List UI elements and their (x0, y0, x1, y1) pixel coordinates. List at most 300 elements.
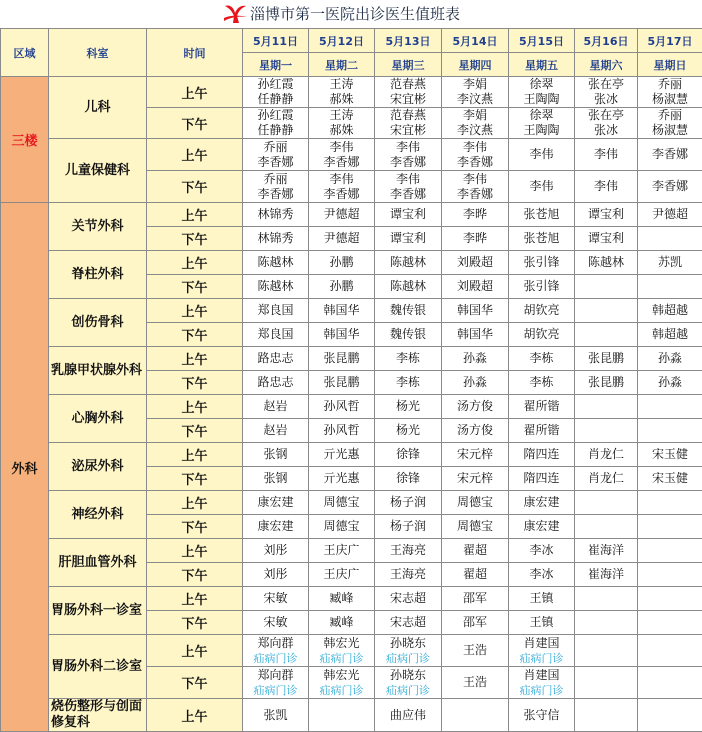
doctor-name: 宋志超 (375, 591, 441, 606)
duty-cell (375, 299, 442, 323)
header-date: 5月12日 (309, 29, 375, 53)
clinic-note: 疝病门诊 (375, 683, 441, 698)
header-time: 时间 (147, 29, 243, 77)
duty-cell (309, 587, 375, 611)
header-weekday: 星期四 (442, 53, 509, 77)
duty-cell (575, 203, 638, 227)
duty-cell (638, 563, 702, 587)
schedule-row (1, 395, 702, 419)
duty-cell (309, 108, 375, 139)
header-weekday: 星期三 (375, 53, 442, 77)
duty-cell (509, 611, 575, 635)
doctor-name: 李伟 (309, 140, 374, 155)
duty-cell (309, 491, 375, 515)
doctor-name: 张在亭 (575, 77, 637, 92)
duty-cell (638, 491, 702, 515)
duty-cell (442, 563, 509, 587)
duty-cell (309, 667, 375, 699)
duty-cell (375, 667, 442, 699)
duty-cell (638, 139, 702, 171)
duty-cell (575, 467, 638, 491)
schedule-row (1, 299, 702, 323)
doctor-name: 李娟 (442, 77, 508, 92)
time-slot: 上午 (147, 77, 243, 108)
duty-cell (309, 171, 375, 203)
doctor-name: 李娟 (442, 108, 508, 123)
doctor-name: 郑向群 (243, 636, 308, 651)
doctor-name: 张昆鹏 (575, 375, 637, 390)
doctor-name: 宋敏 (243, 591, 308, 606)
department-name: 创伤骨科 (49, 299, 147, 347)
doctor-name: 路忠志 (243, 375, 308, 390)
duty-cell (375, 611, 442, 635)
doctor-name: 隋四连 (509, 471, 574, 486)
time-slot: 下午 (147, 467, 243, 491)
duty-cell (509, 699, 575, 732)
doctor-name: 臧峰 (309, 615, 374, 630)
duty-cell (442, 667, 509, 699)
doctor-name: 李汶燕 (442, 123, 508, 138)
duty-cell (243, 491, 309, 515)
duty-cell (575, 299, 638, 323)
duty-cell (375, 108, 442, 139)
doctor-name: 徐锋 (375, 471, 441, 486)
department-name: 胃肠外科一诊室 (49, 587, 147, 635)
duty-cell (375, 139, 442, 171)
header-weekday: 星期六 (575, 53, 638, 77)
department-name: 关节外科 (49, 203, 147, 251)
department-name: 泌尿外科 (49, 443, 147, 491)
duty-cell (442, 139, 509, 171)
duty-cell (442, 611, 509, 635)
duty-cell (309, 251, 375, 275)
doctor-name: 张凯 (243, 708, 308, 723)
duty-cell (638, 347, 702, 371)
duty-cell (442, 587, 509, 611)
duty-cell (375, 491, 442, 515)
doctor-name: 刘彤 (243, 543, 308, 558)
doctor-name: 王涛 (309, 77, 374, 92)
duty-cell (442, 299, 509, 323)
duty-cell (442, 203, 509, 227)
duty-cell (509, 515, 575, 539)
doctor-name: 张钢 (243, 471, 308, 486)
time-slot: 上午 (147, 443, 243, 467)
doctor-name: 肖龙仁 (575, 471, 637, 486)
doctor-name: 王浩 (442, 675, 508, 690)
doctor-name: 谭宝利 (575, 207, 637, 222)
duty-cell (375, 699, 442, 732)
duty-cell (638, 171, 702, 203)
clinic-note: 疝病门诊 (243, 683, 308, 698)
duty-cell (442, 347, 509, 371)
duty-cell (442, 443, 509, 467)
doctor-name: 孙鹏 (309, 279, 374, 294)
doctor-name: 林锦秀 (243, 231, 308, 246)
duty-cell (442, 699, 509, 732)
doctor-name: 赵岩 (243, 423, 308, 438)
doctor-name: 王庆广 (309, 543, 374, 558)
time-slot: 下午 (147, 611, 243, 635)
clinic-note: 疝病门诊 (243, 651, 308, 666)
doctor-name: 孙风哲 (309, 423, 374, 438)
duty-cell (509, 251, 575, 275)
time-slot: 下午 (147, 275, 243, 299)
duty-cell (309, 515, 375, 539)
duty-cell (375, 251, 442, 275)
header-weekday: 星期五 (509, 53, 575, 77)
duty-cell (375, 515, 442, 539)
doctor-name: 孙风哲 (309, 399, 374, 414)
duty-cell (575, 667, 638, 699)
duty-cell (442, 515, 509, 539)
doctor-name: 汤方俊 (442, 423, 508, 438)
department-name: 烧伤整形与创面修复科 (49, 699, 147, 732)
header-weekday: 星期二 (309, 53, 375, 77)
duty-cell (638, 443, 702, 467)
doctor-name: 周德宝 (309, 495, 374, 510)
doctor-name: 韩超越 (638, 327, 702, 342)
duty-cell (375, 443, 442, 467)
doctor-name: 尹德超 (309, 231, 374, 246)
doctor-name: 王海亮 (375, 567, 441, 582)
doctor-name: 宋志超 (375, 615, 441, 630)
duty-cell (309, 539, 375, 563)
header-date: 5月14日 (442, 29, 509, 53)
doctor-name: 林锦秀 (243, 207, 308, 222)
doctor-name: 乔丽 (638, 77, 702, 92)
doctor-name: 李香娜 (375, 187, 441, 202)
time-slot: 下午 (147, 515, 243, 539)
doctor-name: 谭宝利 (375, 207, 441, 222)
duty-cell (575, 139, 638, 171)
duty-cell (575, 699, 638, 732)
doctor-name: 李栋 (509, 375, 574, 390)
duty-cell (638, 323, 702, 347)
doctor-name: 康宏建 (243, 495, 308, 510)
doctor-name: 李伟 (509, 179, 574, 194)
doctor-name: 张昆鹏 (309, 375, 374, 390)
duty-cell (309, 395, 375, 419)
schedule-row (1, 699, 702, 732)
doctor-name: 路忠志 (243, 351, 308, 366)
duty-cell (375, 203, 442, 227)
duty-cell (243, 611, 309, 635)
duty-cell (243, 77, 309, 108)
doctor-name: 魏传银 (375, 303, 441, 318)
doctor-name: 张引锋 (509, 255, 574, 270)
doctor-name: 李香娜 (638, 147, 702, 162)
duty-cell (638, 299, 702, 323)
doctor-name: 王涛 (309, 108, 374, 123)
duty-cell (243, 539, 309, 563)
duty-cell (442, 251, 509, 275)
time-slot: 下午 (147, 371, 243, 395)
duty-cell (375, 323, 442, 347)
duty-cell (509, 139, 575, 171)
duty-cell (309, 323, 375, 347)
time-slot: 下午 (147, 419, 243, 443)
department-name: 心胸外科 (49, 395, 147, 443)
duty-cell (243, 251, 309, 275)
doctor-name: 魏传银 (375, 327, 441, 342)
doctor-name: 张在亭 (575, 108, 637, 123)
doctor-name: 李伟 (442, 172, 508, 187)
duty-cell (575, 419, 638, 443)
duty-cell (243, 203, 309, 227)
schedule-row (1, 587, 702, 611)
schedule-row (1, 539, 702, 563)
schedule-row (1, 491, 702, 515)
doctor-name: 李伟 (575, 147, 637, 162)
duty-cell (575, 251, 638, 275)
department-name: 胃肠外科二诊室 (49, 635, 147, 699)
doctor-name: 杨光 (375, 399, 441, 414)
duty-cell (638, 419, 702, 443)
doctor-name: 李伟 (309, 172, 374, 187)
duty-cell (243, 275, 309, 299)
doctor-name: 任静静 (243, 123, 308, 138)
doctor-name: 李香娜 (243, 155, 308, 170)
duty-cell (243, 139, 309, 171)
doctor-name: 郝姝 (309, 123, 374, 138)
time-slot: 下午 (147, 323, 243, 347)
duty-cell (575, 108, 638, 139)
duty-cell (243, 699, 309, 732)
duty-cell (442, 227, 509, 251)
duty-cell (509, 467, 575, 491)
doctor-name: 李香娜 (309, 155, 374, 170)
duty-cell (575, 563, 638, 587)
doctor-name: 周德宝 (442, 519, 508, 534)
duty-cell (509, 171, 575, 203)
time-slot: 上午 (147, 203, 243, 227)
header-weekday: 星期一 (243, 53, 309, 77)
doctor-name: 李栋 (375, 351, 441, 366)
duty-cell (575, 611, 638, 635)
duty-cell (509, 108, 575, 139)
header-dept: 科室 (49, 29, 147, 77)
doctor-name: 孙淼 (442, 351, 508, 366)
doctor-name: 范春燕 (375, 77, 441, 92)
duty-cell (575, 515, 638, 539)
page-title: 淄博市第一医院出诊医生值班表 (250, 3, 460, 24)
doctor-name: 宋宜彬 (375, 123, 441, 138)
schedule-row (1, 635, 702, 667)
duty-cell (509, 227, 575, 251)
doctor-name: 韩宏光 (309, 668, 374, 683)
doctor-name: 郝姝 (309, 92, 374, 107)
doctor-name: 翟超 (442, 567, 508, 582)
schedule-row (1, 139, 702, 171)
duty-cell (442, 395, 509, 419)
doctor-name: 宋敏 (243, 615, 308, 630)
time-slot: 上午 (147, 139, 243, 171)
doctor-name: 翟所锴 (509, 399, 574, 414)
doctor-name: 郑向群 (243, 668, 308, 683)
duty-cell (575, 443, 638, 467)
doctor-name: 范春燕 (375, 108, 441, 123)
doctor-name: 汤方俊 (442, 399, 508, 414)
doctor-name: 郑良国 (243, 327, 308, 342)
doctor-name: 孙红霞 (243, 108, 308, 123)
duty-cell (575, 347, 638, 371)
doctor-name: 翟所锴 (509, 423, 574, 438)
doctor-name: 刘殿超 (442, 255, 508, 270)
duty-cell (309, 635, 375, 667)
duty-cell (375, 347, 442, 371)
doctor-name: 康宏建 (509, 495, 574, 510)
duty-cell (638, 587, 702, 611)
doctor-name: 谭宝利 (575, 231, 637, 246)
time-slot: 上午 (147, 699, 243, 732)
header-date: 5月13日 (375, 29, 442, 53)
duty-cell (509, 491, 575, 515)
time-slot: 上午 (147, 587, 243, 611)
doctor-name: 韩国华 (442, 303, 508, 318)
doctor-name: 张苍旭 (509, 207, 574, 222)
hospital-logo-icon (222, 2, 248, 26)
duty-cell (509, 587, 575, 611)
duty-cell (243, 227, 309, 251)
doctor-name: 宋元梓 (442, 471, 508, 486)
duty-cell (638, 699, 702, 732)
duty-cell (638, 227, 702, 251)
doctor-name: 宋玉健 (638, 471, 702, 486)
doctor-name: 王镇 (509, 591, 574, 606)
duty-cell (442, 108, 509, 139)
duty-cell (243, 395, 309, 419)
doctor-name: 邵军 (442, 615, 508, 630)
duty-cell (509, 539, 575, 563)
doctor-name: 徐锋 (375, 447, 441, 462)
doctor-name: 胡钦亮 (509, 303, 574, 318)
doctor-name: 苏凯 (638, 255, 702, 270)
time-slot: 上午 (147, 299, 243, 323)
doctor-name: 张守信 (509, 708, 574, 723)
doctor-name: 张昆鹏 (309, 351, 374, 366)
doctor-name: 韩国华 (309, 327, 374, 342)
doctor-name: 肖龙仁 (575, 447, 637, 462)
header-date: 5月15日 (509, 29, 575, 53)
doctor-name: 臧峰 (309, 591, 374, 606)
doctor-name: 张冰 (575, 92, 637, 107)
duty-cell (309, 227, 375, 251)
doctor-name: 赵岩 (243, 399, 308, 414)
doctor-name: 王海亮 (375, 543, 441, 558)
duty-cell (243, 467, 309, 491)
duty-cell (575, 171, 638, 203)
duty-cell (243, 299, 309, 323)
duty-cell (375, 275, 442, 299)
duty-cell (638, 611, 702, 635)
time-slot: 上午 (147, 395, 243, 419)
doctor-name: 李伟 (375, 172, 441, 187)
duty-cell (638, 108, 702, 139)
doctor-name: 周德宝 (309, 519, 374, 534)
doctor-name: 韩国华 (309, 303, 374, 318)
doctor-name: 李伟 (442, 140, 508, 155)
doctor-name: 崔海洋 (575, 567, 637, 582)
doctor-name: 韩超越 (638, 303, 702, 318)
duty-cell (575, 491, 638, 515)
duty-cell (509, 323, 575, 347)
duty-cell (442, 371, 509, 395)
doctor-name: 韩宏光 (309, 636, 374, 651)
doctor-name: 李伟 (375, 140, 441, 155)
doctor-name: 张苍旭 (509, 231, 574, 246)
doctor-name: 肖建国 (509, 636, 574, 651)
duty-cell (375, 77, 442, 108)
duty-cell (243, 371, 309, 395)
doctor-name: 郑良国 (243, 303, 308, 318)
doctor-name: 肖建国 (509, 668, 574, 683)
duty-cell (638, 395, 702, 419)
doctor-name: 宋元梓 (442, 447, 508, 462)
doctor-name: 李冰 (509, 543, 574, 558)
doctor-name: 陈越林 (243, 255, 308, 270)
time-slot: 上午 (147, 251, 243, 275)
duty-cell (509, 347, 575, 371)
doctor-name: 王陶陶 (509, 123, 574, 138)
duty-cell (243, 171, 309, 203)
duty-cell (243, 443, 309, 467)
duty-cell (309, 299, 375, 323)
doctor-name: 谭宝利 (375, 231, 441, 246)
department-name: 神经外科 (49, 491, 147, 539)
duty-cell (509, 635, 575, 667)
duty-cell (509, 371, 575, 395)
doctor-name: 徐翠 (509, 77, 574, 92)
duty-cell (309, 563, 375, 587)
doctor-name: 王浩 (442, 643, 508, 658)
doctor-name: 李晔 (442, 207, 508, 222)
duty-cell (638, 275, 702, 299)
duty-cell (509, 77, 575, 108)
department-name: 肝胆血管外科 (49, 539, 147, 587)
doctor-name: 孙淼 (442, 375, 508, 390)
doctor-name: 杨子润 (375, 519, 441, 534)
doctor-name: 张冰 (575, 123, 637, 138)
doctor-name: 李汶燕 (442, 92, 508, 107)
doctor-name: 孙淼 (638, 351, 702, 366)
doctor-name: 李栋 (509, 351, 574, 366)
time-slot: 上午 (147, 491, 243, 515)
duty-cell (575, 539, 638, 563)
duty-cell (638, 635, 702, 667)
duty-cell (575, 323, 638, 347)
doctor-name: 张引锋 (509, 279, 574, 294)
schedule-row (1, 203, 702, 227)
duty-cell (575, 227, 638, 251)
doctor-name: 孙晓东 (375, 668, 441, 683)
doctor-name: 崔海洋 (575, 543, 637, 558)
time-slot: 上午 (147, 347, 243, 371)
time-slot: 下午 (147, 563, 243, 587)
doctor-name: 杨子润 (375, 495, 441, 510)
duty-cell (243, 347, 309, 371)
doctor-name: 胡钦亮 (509, 327, 574, 342)
doctor-name: 宋玉健 (638, 447, 702, 462)
duty-cell (638, 515, 702, 539)
doctor-name: 王陶陶 (509, 92, 574, 107)
duty-cell (309, 139, 375, 171)
duty-cell (638, 371, 702, 395)
duty-cell (575, 395, 638, 419)
header-date: 5月16日 (575, 29, 638, 53)
schedule-row (1, 443, 702, 467)
duty-cell (442, 491, 509, 515)
